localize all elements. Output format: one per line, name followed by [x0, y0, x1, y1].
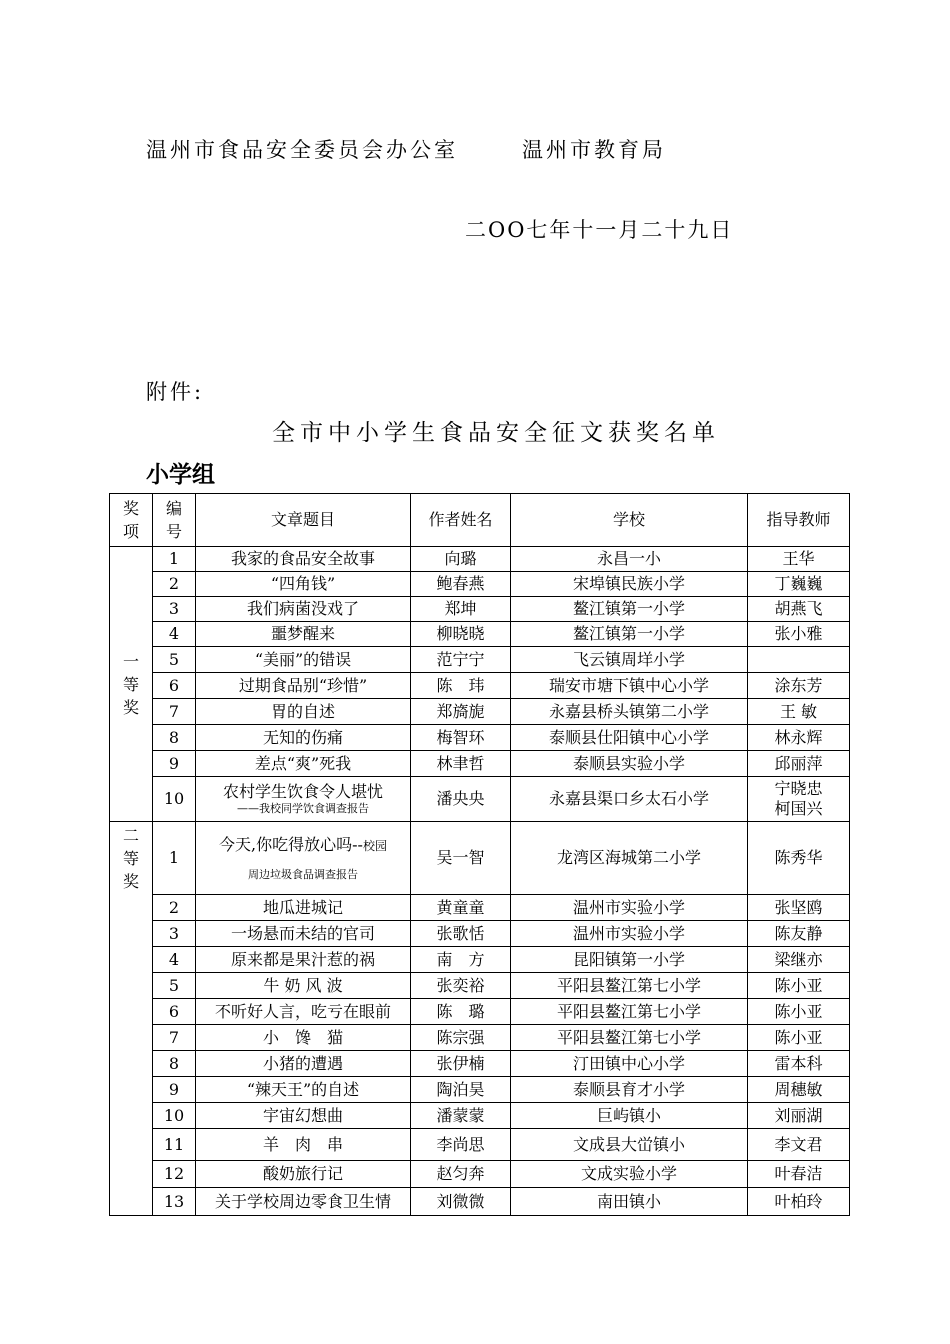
- entry-title: 牛 奶 风 波: [196, 973, 411, 999]
- entry-teacher: 叶春洁: [748, 1161, 850, 1188]
- entry-author: 黄童童: [411, 895, 511, 921]
- entry-teacher: 刘丽湖: [748, 1103, 850, 1129]
- entry-number: 10: [153, 777, 196, 822]
- table-row: [110, 751, 850, 777]
- entry-author: 陶泊昊: [411, 1077, 511, 1103]
- entry-school: 鳌江镇第一小学: [511, 597, 748, 622]
- entry-number: 5: [153, 647, 196, 673]
- entry-number: 4: [153, 622, 196, 647]
- entry-teacher: 丁巍巍: [748, 572, 850, 597]
- entry-school: 瑞安市塘下镇中心小学: [511, 673, 748, 699]
- entry-title: 不听好人言，吃亏在眼前: [196, 999, 411, 1025]
- award-table: [109, 493, 850, 1216]
- entry-author: 鲍春燕: [411, 572, 511, 597]
- entry-title: 胃的自述: [196, 699, 411, 725]
- entry-school: 文成县大峃镇小: [511, 1129, 748, 1161]
- entry-title-main-text: 今天,你吃得放心吗--: [219, 834, 363, 854]
- entry-teacher-name-2: 柯国兴: [774, 799, 823, 818]
- entry-school: 温州市实验小学: [511, 921, 748, 947]
- entry-teacher: 陈友静: [748, 921, 850, 947]
- entry-author: 赵匀奔: [411, 1161, 511, 1188]
- entry-number: 12: [153, 1161, 196, 1188]
- header-award: 奖项: [110, 494, 153, 547]
- entry-author: 林聿哲: [411, 751, 511, 777]
- entry-school: 巨屿镇小: [511, 1103, 748, 1129]
- entry-number: 7: [153, 1025, 196, 1051]
- entry-title: 我们病菌没戏了: [196, 597, 411, 622]
- entry-school: 文成实验小学: [511, 1161, 748, 1188]
- entry-title: [196, 822, 411, 895]
- entry-author: 张歌恬: [411, 921, 511, 947]
- table-row: [110, 1077, 850, 1103]
- table-row: [110, 1188, 850, 1216]
- table-row: [110, 1161, 850, 1188]
- entry-number: 8: [153, 1051, 196, 1077]
- entry-school: 南田镇小: [511, 1188, 748, 1216]
- entry-number: 5: [153, 973, 196, 999]
- entry-author: 潘央央: [411, 777, 511, 822]
- entry-school: 昆阳镇第一小学: [511, 947, 748, 973]
- table-row: [110, 699, 850, 725]
- header-author: 作者姓名: [411, 494, 511, 547]
- entry-school: 平阳县鳌江第七小学: [511, 1025, 748, 1051]
- table-row: [110, 572, 850, 597]
- entry-teacher: 陈秀华: [748, 822, 850, 895]
- entry-number: 6: [153, 999, 196, 1025]
- header-number: 编号: [153, 494, 196, 547]
- entry-teacher: [748, 647, 850, 673]
- entry-title: 原来都是果汁惹的祸: [196, 947, 411, 973]
- grade-label: 一等奖: [122, 651, 139, 717]
- entry-title: 宇宙幻想曲: [196, 1103, 411, 1129]
- entry-number: 6: [153, 673, 196, 699]
- entry-author: 郑坤: [411, 597, 511, 622]
- entry-teacher: 周穗敏: [748, 1077, 850, 1103]
- table-row: [110, 725, 850, 751]
- entry-title: 小 馋 猫: [196, 1025, 411, 1051]
- entry-teacher: 陈小亚: [748, 999, 850, 1025]
- entry-teacher: 胡燕飞: [748, 597, 850, 622]
- entry-school: 宋埠镇民族小学: [511, 572, 748, 597]
- header-title: 文章题目: [196, 494, 411, 547]
- entry-title: 噩梦醒来: [196, 622, 411, 647]
- table-row: [110, 895, 850, 921]
- table-row: [110, 1025, 850, 1051]
- entry-title: “辣天王”的自述: [196, 1077, 411, 1103]
- entry-school: 龙湾区海城第二小学: [511, 822, 748, 895]
- entry-teacher: 雷本科: [748, 1051, 850, 1077]
- entry-number: 10: [153, 1103, 196, 1129]
- entry-number: 1: [153, 547, 196, 572]
- entry-teacher: 王华: [748, 547, 850, 572]
- list-title: 全市中小学生食品安全征文获奖名单: [272, 420, 720, 446]
- header-teacher: 指导教师: [748, 494, 850, 547]
- entry-title: 小猪的遭遇: [196, 1051, 411, 1077]
- entry-number: 13: [153, 1188, 196, 1216]
- entry-school: 温州市实验小学: [511, 895, 748, 921]
- table-row: [110, 921, 850, 947]
- entry-teacher: 张小雅: [748, 622, 850, 647]
- entry-title-main: [198, 835, 408, 856]
- entry-author: 李尚思: [411, 1129, 511, 1161]
- entry-title: 差点“爽”死我: [196, 751, 411, 777]
- entry-number: 8: [153, 725, 196, 751]
- attachment-label: 附件:: [146, 380, 205, 404]
- entry-title-main: 农村学生饮食令人堪忧: [222, 782, 383, 801]
- entry-school: 永昌一小: [511, 547, 748, 572]
- entry-number: 11: [153, 1129, 196, 1161]
- entry-title: 酸奶旅行记: [196, 1161, 411, 1188]
- table-row: [110, 1051, 850, 1077]
- table-row: [110, 647, 850, 673]
- sender-right: 温州市教育局: [522, 138, 666, 162]
- entry-number: 9: [153, 751, 196, 777]
- entry-school: 泰顺县仕阳镇中心小学: [511, 725, 748, 751]
- entry-title-small: 校园: [362, 838, 387, 853]
- entry-school: 汀田镇中心小学: [511, 1051, 748, 1077]
- table-row: [110, 1129, 850, 1161]
- grade-label: 二等奖: [122, 826, 139, 891]
- entry-school: 平阳县鳌江第七小学: [511, 973, 748, 999]
- entry-author: 郑旖旎: [411, 699, 511, 725]
- entry-author: 张奕裕: [411, 973, 511, 999]
- entry-subtitle: ——我校同学饮食调查报告: [237, 802, 369, 815]
- sender-left: 温州市食品安全委员会办公室: [146, 138, 458, 162]
- entry-number: 3: [153, 597, 196, 622]
- entry-author: 范宁宁: [411, 647, 511, 673]
- entry-teacher-name: 宁晓忠: [774, 779, 823, 798]
- entry-title: 关于学校周边零食卫生情: [196, 1188, 411, 1216]
- entry-author: 陈宗强: [411, 1025, 511, 1051]
- table-row: [110, 673, 850, 699]
- entry-school: 泰顺县实验小学: [511, 751, 748, 777]
- entry-author: 梅智环: [411, 725, 511, 751]
- entry-number: 2: [153, 572, 196, 597]
- entry-teacher: 林永辉: [748, 725, 850, 751]
- entry-teacher: 王 敏: [748, 699, 850, 725]
- entry-teacher: 李文君: [748, 1129, 850, 1161]
- table-row: [110, 547, 850, 572]
- entry-title: “美丽”的错误: [196, 647, 411, 673]
- table-row: [110, 973, 850, 999]
- header-school: 学校: [511, 494, 748, 547]
- entry-author: 张伊楠: [411, 1051, 511, 1077]
- entry-title: 地瓜进城记: [196, 895, 411, 921]
- grade-cell-second: [110, 822, 153, 1216]
- entry-title: 一场悬而未结的官司: [196, 921, 411, 947]
- entry-title: 羊 肉 串: [196, 1129, 411, 1161]
- table-row: [110, 597, 850, 622]
- entry-number: 3: [153, 921, 196, 947]
- entry-author: 向璐: [411, 547, 511, 572]
- entry-number: 7: [153, 699, 196, 725]
- entry-author: 吴一智: [411, 822, 511, 895]
- entry-author: 南 方: [411, 947, 511, 973]
- entry-author: 陈 璐: [411, 999, 511, 1025]
- grade-cell-first: [110, 547, 153, 822]
- table-header-row: [110, 494, 850, 547]
- entry-teacher: 涂东芳: [748, 673, 850, 699]
- table-row: [110, 947, 850, 973]
- entry-author: 陈 玮: [411, 673, 511, 699]
- entry-number: 2: [153, 895, 196, 921]
- entry-teacher: [748, 777, 850, 822]
- entry-author: 柳晓晓: [411, 622, 511, 647]
- entry-school: 平阳县鳌江第七小学: [511, 999, 748, 1025]
- entry-teacher: 张坚鸥: [748, 895, 850, 921]
- entry-teacher: 邱丽萍: [748, 751, 850, 777]
- entry-teacher: 梁继亦: [748, 947, 850, 973]
- document-date: 二OO七年十一月二十九日: [465, 218, 734, 242]
- entry-school: 飞云镇周垟小学: [511, 647, 748, 673]
- entry-title: [196, 777, 411, 822]
- entry-teacher: 陈小亚: [748, 1025, 850, 1051]
- table-row: [110, 777, 850, 822]
- entry-title: 无知的伤痛: [196, 725, 411, 751]
- entry-school: 永嘉县桥头镇第二小学: [511, 699, 748, 725]
- entry-subtitle: 周边垃圾食品调查报告: [248, 867, 358, 881]
- table-row: [110, 622, 850, 647]
- entry-number: 4: [153, 947, 196, 973]
- entry-author: 刘微微: [411, 1188, 511, 1216]
- entry-number: 9: [153, 1077, 196, 1103]
- table-row: [110, 999, 850, 1025]
- entry-number: 1: [153, 822, 196, 895]
- entry-title: “四角钱”: [196, 572, 411, 597]
- group-title: 小学组: [146, 461, 215, 488]
- entry-teacher: 陈小亚: [748, 973, 850, 999]
- entry-school: 泰顺县育才小学: [511, 1077, 748, 1103]
- entry-author: 潘蒙蒙: [411, 1103, 511, 1129]
- entry-title: 过期食品别“珍惜”: [196, 673, 411, 699]
- table-row: [110, 822, 850, 895]
- entry-title: 我家的食品安全故事: [196, 547, 411, 572]
- table-row: [110, 1103, 850, 1129]
- entry-school: 鳌江镇第一小学: [511, 622, 748, 647]
- entry-teacher: 叶柏玲: [748, 1188, 850, 1216]
- entry-school: 永嘉县渠口乡太石小学: [511, 777, 748, 822]
